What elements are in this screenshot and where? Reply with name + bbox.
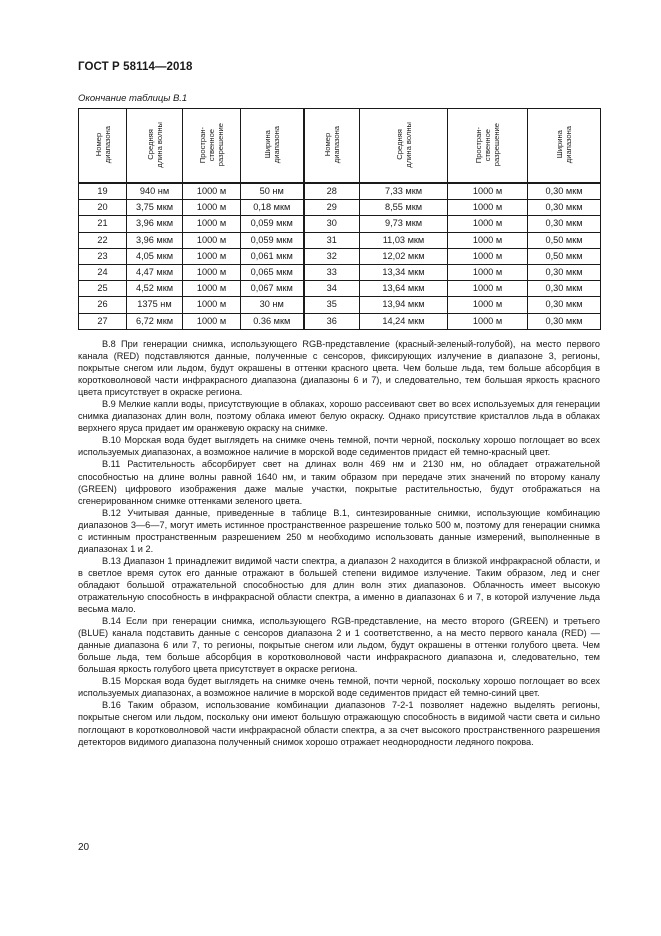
cell-bandwidth: 50 нм (241, 183, 304, 200)
cell-mean-wavelength: 4,05 мкм (127, 248, 183, 264)
header-band-number: Номер диапазона (304, 109, 360, 184)
cell-bandwidth: 0,50 мкм (528, 248, 601, 264)
cell-band-number: 28 (304, 183, 360, 200)
table-header-row (79, 109, 601, 184)
cell-band-number: 24 (79, 265, 127, 281)
paragraph: В.16 Таким образом, использование комбинации диапазонов 7-2-1 позволяет надежно выделять регионы, покрытые снегом или льдом, поскольку они имеют большую отражающую способность в видимой части света и сильно поглощают в коротковолновой части инфракрасной области спектра, а за счет высокого пространственного разрешения детекторов видимого диапазона полученный снимок хорошо отражает неоднородности ледяного покрова. (78, 700, 600, 747)
cell-spatial-resolution: 1000 м (448, 183, 528, 200)
body-text (78, 338, 600, 748)
paragraph: В.11 Растительность абсорбирует свет на длинах волн 469 нм и 2130 нм, но обладает отражательной способностью на длине волны равной 1640 нм, и таким образом при передаче этих значений по второму каналу (GREEN) цифрового изображения даже малые участки, покрытые растительностью, будут отображаться на сгенерированном снимке оттенками зеленого цвета. (78, 459, 600, 506)
table-row (79, 265, 601, 281)
cell-spatial-resolution: 1000 м (183, 297, 241, 313)
cell-mean-wavelength: 8,55 мкм (360, 200, 448, 216)
table-caption: Окончание таблицы В.1 (78, 93, 188, 104)
cell-mean-wavelength: 11,03 мкм (360, 232, 448, 248)
cell-spatial-resolution: 1000 м (448, 216, 528, 232)
cell-bandwidth: 0,059 мкм (241, 232, 304, 248)
cell-spatial-resolution: 1000 м (183, 265, 241, 281)
cell-spatial-resolution: 1000 м (448, 297, 528, 313)
cell-bandwidth: 0,30 мкм (528, 200, 601, 216)
table-row (79, 281, 601, 297)
cell-mean-wavelength: 940 нм (127, 183, 183, 200)
cell-mean-wavelength: 4,47 мкм (127, 265, 183, 281)
cell-band-number: 35 (304, 297, 360, 313)
cell-band-number: 27 (79, 313, 127, 329)
cell-bandwidth: 0,061 мкм (241, 248, 304, 264)
header-spatial-resolution: Простран- ственное разрешение (448, 109, 528, 184)
cell-mean-wavelength: 7,33 мкм (360, 183, 448, 200)
cell-bandwidth: 0,30 мкм (528, 265, 601, 281)
cell-band-number: 21 (79, 216, 127, 232)
cell-spatial-resolution: 1000 м (183, 200, 241, 216)
cell-band-number: 36 (304, 313, 360, 329)
paragraph: В.15 Морская вода будет выглядеть на снимке очень темной, почти черной, поскольку хорошо поглощает во всех используемых диапазонах, а возможное наличие в морской воде седиментов придаст ей темно-синий цвет. (78, 676, 600, 699)
table-row (79, 313, 601, 329)
table-row (79, 216, 601, 232)
cell-band-number: 22 (79, 232, 127, 248)
cell-mean-wavelength: 13,94 мкм (360, 297, 448, 313)
cell-band-number: 25 (79, 281, 127, 297)
cell-spatial-resolution: 1000 м (448, 200, 528, 216)
cell-band-number: 19 (79, 183, 127, 200)
page-number: 20 (78, 842, 90, 853)
cell-mean-wavelength: 4,52 мкм (127, 281, 183, 297)
cell-bandwidth: 0,30 мкм (528, 216, 601, 232)
header-band-number: Номер диапазона (79, 109, 127, 184)
cell-band-number: 30 (304, 216, 360, 232)
cell-bandwidth: 0.36 мкм (241, 313, 304, 329)
cell-mean-wavelength: 3,96 мкм (127, 216, 183, 232)
cell-mean-wavelength: 13,34 мкм (360, 265, 448, 281)
cell-spatial-resolution: 1000 м (183, 183, 241, 200)
cell-spatial-resolution: 1000 м (183, 281, 241, 297)
cell-band-number: 34 (304, 281, 360, 297)
header-bandwidth: Ширина диапазона (241, 109, 304, 184)
cell-bandwidth: 30 нм (241, 297, 304, 313)
document-code-header: ГОСТ Р 58114—2018 (78, 61, 193, 73)
cell-band-number: 33 (304, 265, 360, 281)
cell-spatial-resolution: 1000 м (183, 216, 241, 232)
cell-band-number: 23 (79, 248, 127, 264)
paragraph: В.10 Морская вода будет выглядеть на снимке очень темной, почти черной, поскольку хорошо поглощает во всех используемых диапазонах, а возможное наличие в морской воде седиментов придаст ей темно-красный цвет. (78, 435, 600, 458)
paragraph: В.8 При генерации снимка, использующего RGB-представление (красный-зеленый-голубой), на место первого канала (RED) подставляются данные, полученные с сенсоров, фиксирующих излучение в диапазоне 3, регионы, покрытые снегом или льдом, будут окрашены в оттенки красного цвета. Чем больше льда, тем больше абсорбция в коротковолновой части инфракрасного диапазона (диапазоны 6 и 7), и следовательно, тем большая яркость красного цвета присутствует в окраске региона. (78, 339, 600, 398)
cell-band-number: 32 (304, 248, 360, 264)
cell-bandwidth: 0,065 мкм (241, 265, 304, 281)
cell-bandwidth: 0,30 мкм (528, 297, 601, 313)
cell-bandwidth: 0,50 мкм (528, 232, 601, 248)
paragraph: В.14 Если при генерации снимка, использующего RGB-представление, на место второго (GREEN) и третьего (BLUE) канала подставить данные с сенсоров диапазона 2 и 1 соответственно, а на место первого канала (RED) — данные диапазона 6 или 7, то регионы, покрытые снегом или льдом, будут окрашены в оттенки голубого цвета. Чем больше льда, тем больше абсорбция в коротковолновой части инфракрасного диапазона и, следовательно, тем большая яркость голубого цвета присутствует в окраске региона. (78, 616, 600, 675)
header-mean-wavelength: Средняя длина волны (360, 109, 448, 184)
cell-mean-wavelength: 6,72 мкм (127, 313, 183, 329)
cell-bandwidth: 0,059 мкм (241, 216, 304, 232)
cell-mean-wavelength: 9,73 мкм (360, 216, 448, 232)
paragraph: В.13 Диапазон 1 принадлежит видимой части спектра, а диапазон 2 находится в близкой инфракрасной области, и в светлое время суток его данные отражают в большей степени видимое излучение. Таким образом, лед и снег обладают большой отражательной способностью для длин волн этих диапазонов. Облачность имеет высокую отражательную способность в инфракрасной области спектра, а именно в диапазонах 6 и 7, в которой излучение льда весьма мало. (78, 555, 600, 615)
cell-spatial-resolution: 1000 м (183, 232, 241, 248)
table-row (79, 183, 601, 200)
cell-spatial-resolution: 1000 м (448, 313, 528, 329)
spectral-bands-table (78, 108, 601, 330)
cell-bandwidth: 0,30 мкм (528, 183, 601, 200)
cell-band-number: 20 (79, 200, 127, 216)
cell-mean-wavelength: 3,75 мкм (127, 200, 183, 216)
cell-band-number: 26 (79, 297, 127, 313)
header-bandwidth: Ширина диапазона (528, 109, 601, 184)
cell-spatial-resolution: 1000 м (448, 232, 528, 248)
cell-mean-wavelength: 3,96 мкм (127, 232, 183, 248)
cell-spatial-resolution: 1000 м (183, 313, 241, 329)
table-row (79, 248, 601, 264)
cell-mean-wavelength: 12,02 мкм (360, 248, 448, 264)
cell-band-number: 29 (304, 200, 360, 216)
cell-bandwidth: 0,30 мкм (528, 281, 601, 297)
paragraph: В.12 Учитывая данные, приведенные в таблице В.1, синтезированные снимки, использующие комбинацию диапазонов 3—6—7, могут иметь истинное пространственное разрешение только 500 м, поэтому для генерации снимка с истинным пространственным разрешением 250 м необходимо использовать данные измерений, выполненные в диапазонах 1 и 2. (78, 507, 600, 554)
cell-spatial-resolution: 1000 м (448, 265, 528, 281)
paragraph: В.9 Мелкие капли воды, присутствующие в облаках, хорошо рассеивают свет во всех используемых для генерации снимка диапазонах длин волн, поэтому облака имеют белую окраску. Однако присутствие кристаллов льда в облаках верхнего яруса придает им оранжевую окраску на снимке. (78, 399, 600, 434)
cell-mean-wavelength: 1375 нм (127, 297, 183, 313)
table-row (79, 232, 601, 248)
cell-spatial-resolution: 1000 м (183, 248, 241, 264)
cell-bandwidth: 0,067 мкм (241, 281, 304, 297)
header-spatial-resolution: Простран- ственное разрешение (183, 109, 241, 184)
cell-bandwidth: 0,30 мкм (528, 313, 601, 329)
cell-mean-wavelength: 13,64 мкм (360, 281, 448, 297)
table-row (79, 297, 601, 313)
cell-band-number: 31 (304, 232, 360, 248)
cell-mean-wavelength: 14,24 мкм (360, 313, 448, 329)
cell-bandwidth: 0,18 мкм (241, 200, 304, 216)
cell-spatial-resolution: 1000 м (448, 281, 528, 297)
table-row (79, 200, 601, 216)
header-mean-wavelength: Средняя длина волны (127, 109, 183, 184)
cell-spatial-resolution: 1000 м (448, 248, 528, 264)
